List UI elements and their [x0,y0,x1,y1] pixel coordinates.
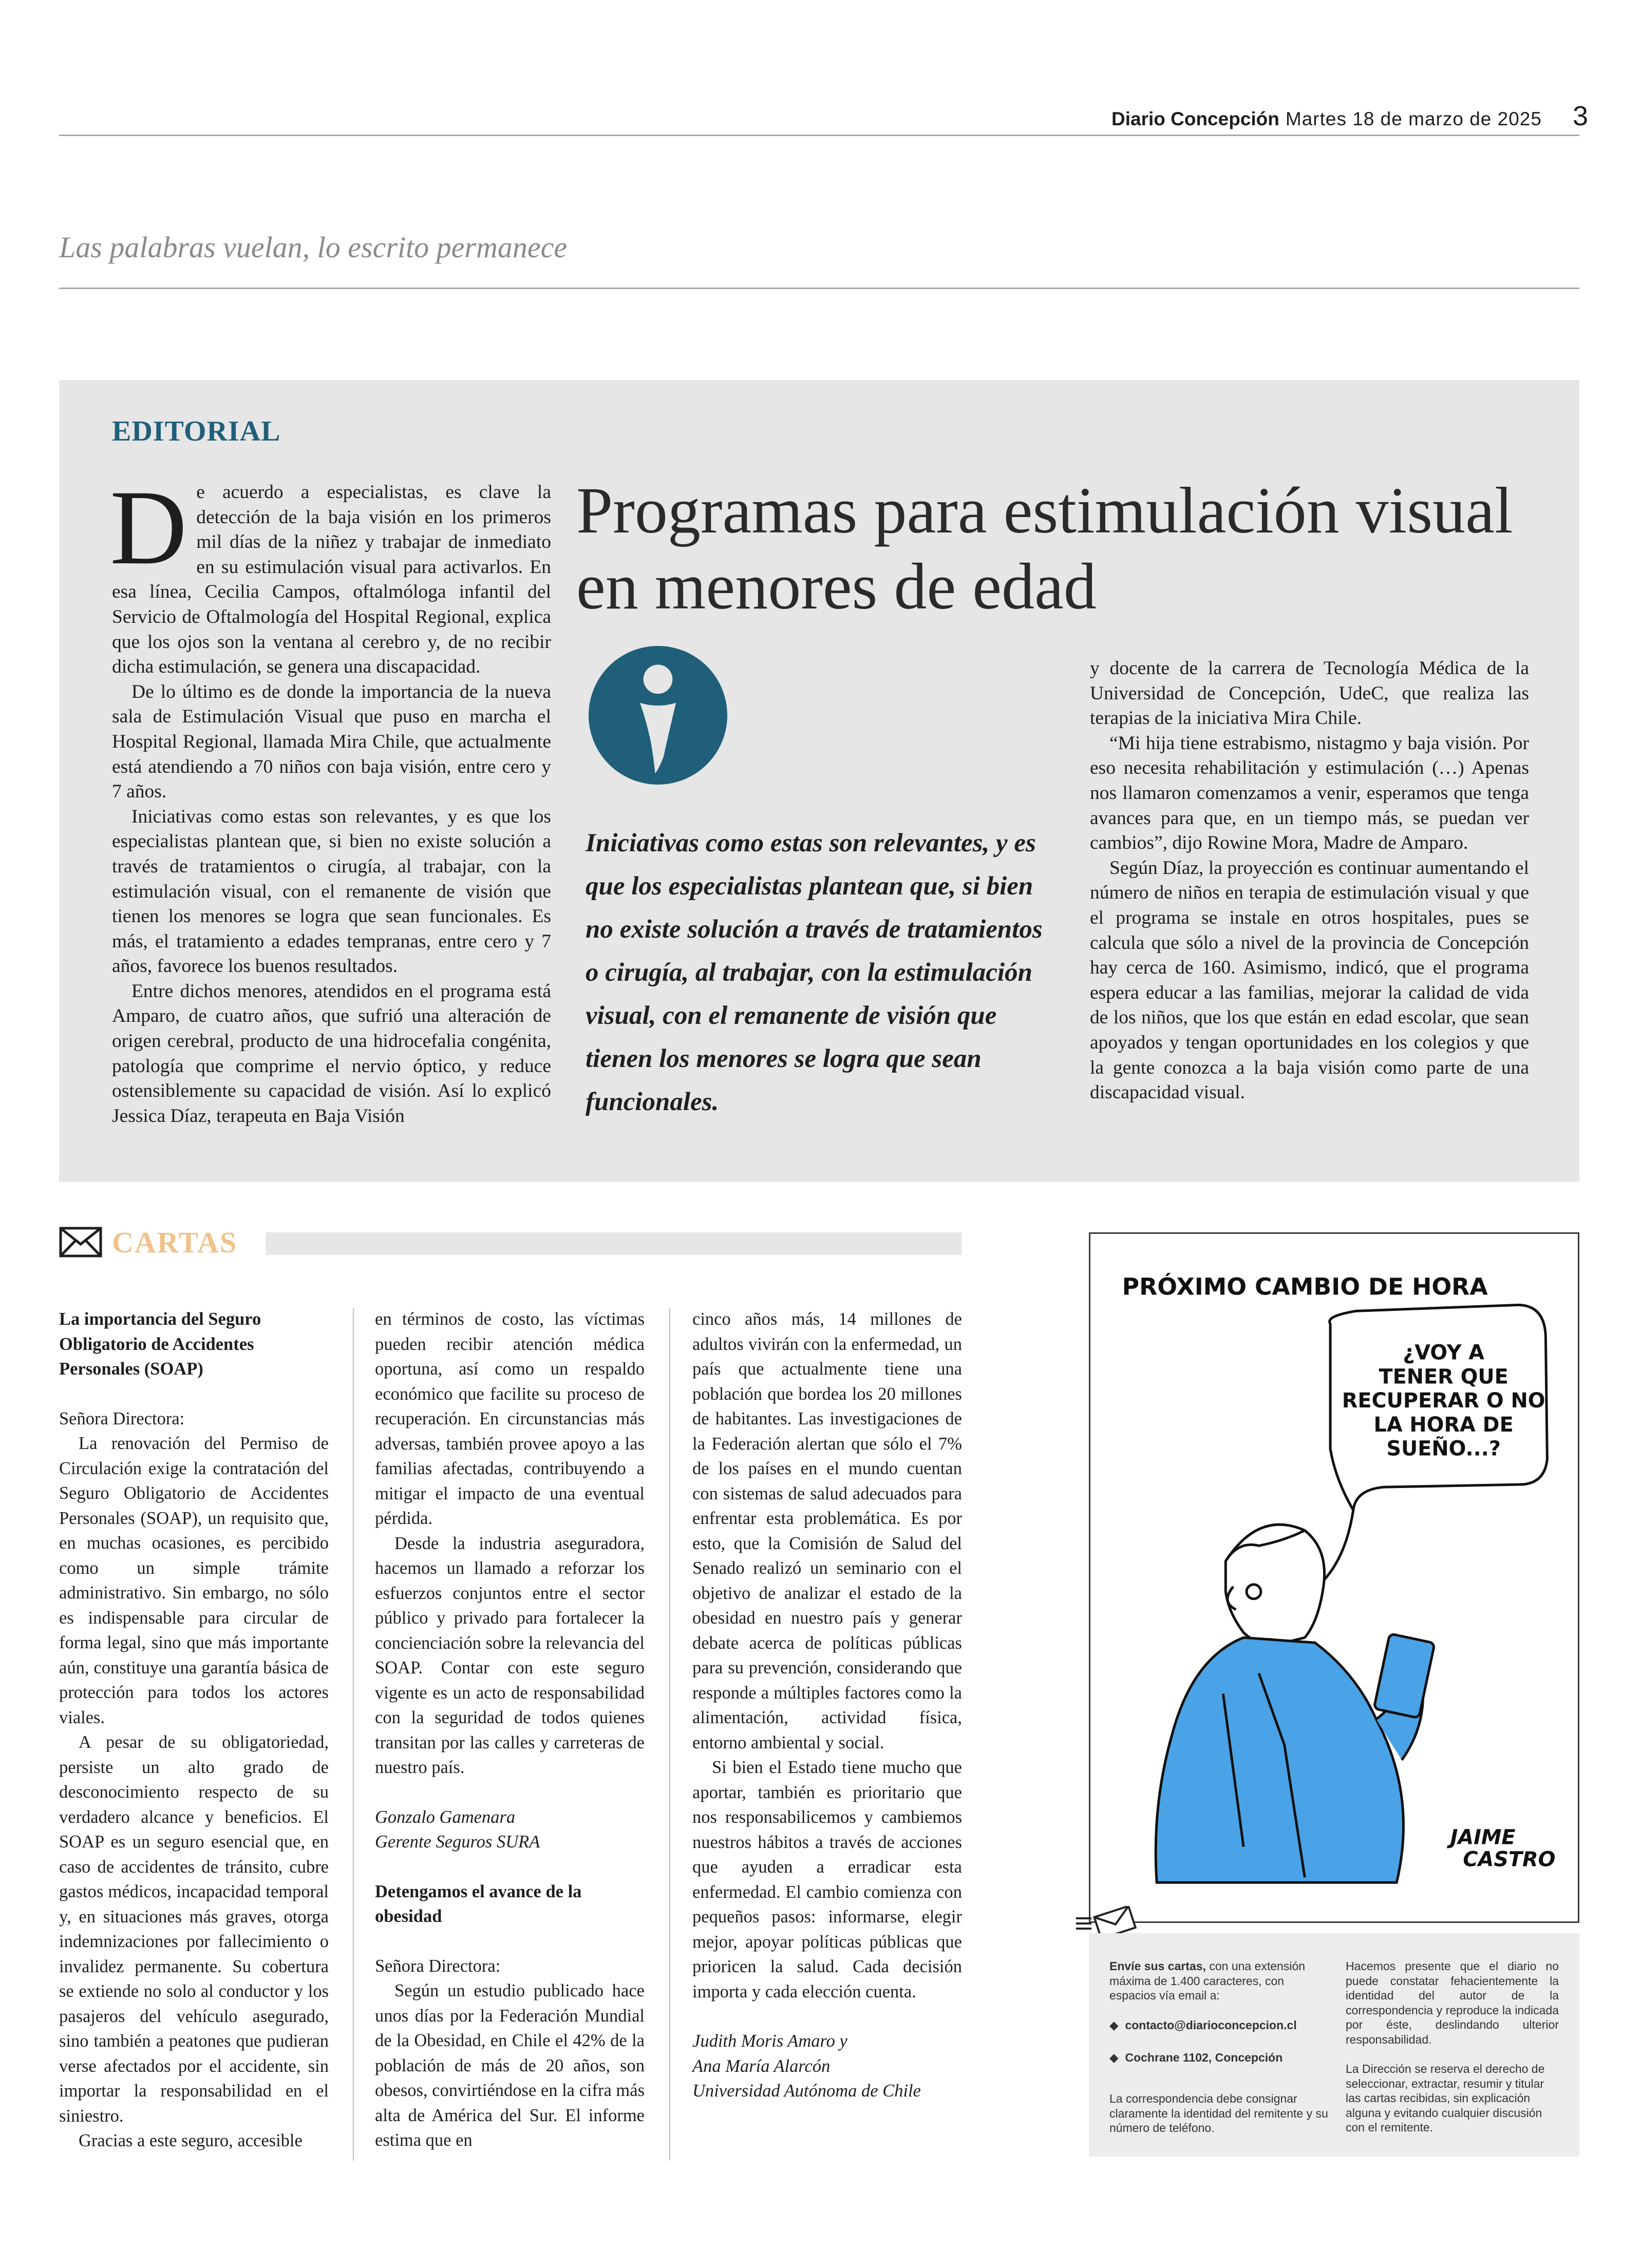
letter-paragraph: Si bien el Estado tiene mucho que aportar, también es prioritario que nos responsabilicemos y cambiemos nuestros hábitos a través de acciones que ayuden a erradicar esta enfermedad. El cambio comienza con pequeños pasos: informarse, elegir mejor, apoyar políticas públicas que prioricen la salud. Cada decisión importa y cada elección cuenta. [692,1758,962,2002]
letter-signature-name: Judith Moris Amaro y [692,2031,847,2051]
letter-title: La importancia del Seguro Obligatorio de Accidentes Personales (SOAP) [59,1309,261,1379]
info-icon [589,646,727,785]
letter-paragraph: en términos de costo, las víctimas pueden recibir atención médica oportuna, así como un respaldo económico que facilite su proceso de recuperación. En circunstancias más adversas, también provee apoyo a las familias afectadas, contribuyendo a mitigar el impacto de una eventual pérdida. [375,1309,645,1528]
editorial-paragraph: y docente de la carrera de Tecnología Médica de la Universidad de Concepción, UdeC, que realiza las terapias de la iniciativa Mira Chile. [1090,658,1529,729]
speech-line: RECUPERAR O NO [1342,1389,1545,1413]
drop-cap: D [110,468,187,586]
editorial-pullquote: Iniciativas como estas son relevantes, y es que los especialistas plantean que, si bien no existe solución a través de tratamientos o cirugía, al trabajar, con la estimulación visual, con el remanente de visión que tienen los menores se logra que sean funcionales. [586,829,1043,1116]
cartoon-signature: JAIME [1450,1825,1516,1850]
letter-signature-name: Gonzalo Gamenara [375,1807,516,1827]
envelope-icon [59,1227,102,1257]
page-number: 3 [1572,101,1588,131]
letters-column-1 [59,1307,329,2153]
letter-paragraph: La renovación del Permiso de Circulación exige la contratación del Seguro Obligatorio de Accidentes Personales (SOAP), un requisito que, en muchas ocasiones, es percibido como un simple trámite administrativo. Sin embargo, no sólo es indispensable para circular de forma legal, sino que más importante aún, constituye una garantía básica de protección para todos los actores viales. [59,1434,329,1727]
submission-lead: Envíe sus cartas, [1109,1959,1206,1973]
editorial-column-3 [1090,656,1529,1106]
letter-paragraph: Según un estudio publicado hace unos días por la Federación Mundial de la Obesidad, en Chile el 42% de la población de más de 20 años, son obesos, convirtiéndose en la cifra más alta de América del Sur. El informe estima que en [375,1981,645,2150]
column-separator [353,1308,354,2161]
cartoon-drawing [1090,1234,1578,1921]
editorial-column-1 [110,468,551,1129]
cartoon-character [1156,1524,1435,1882]
column-separator [669,1308,670,2161]
letter-signature-name: Ana María Alarcón [692,2056,831,2076]
editorial-paragraph: Según Díaz, la proyección es continuar aumentando el número de niños en terapia de estimulación visual y que el programa se instale en otros hospitales, pues se calcula que sólo a nivel de la provincia de Concepción hay cerca de 160. Asimismo, indicó, que el programa espera educar a las familias, mejorar la calidad de vida de los niños, que los que están en edad escolar, que sean apoyados y tengan oportunidades en los colegios y que la gente conozca a la baja visión como parte de una discapacidad visual. [1090,857,1529,1103]
editorial-paragraph: “Mi hija tiene estrabismo, nistagmo y baja visión. Por eso necesita rehabilitación y estimulación (…) Apenas nos llamaron comenzamos a venir, esperamos que tenga avances para que, en un tiempo más, se puedan ver cambios”, dijo Rowine Mora, Madre de Amparo. [1090,732,1529,854]
disclaimer-identity: Hacemos presente que el diario no puede constatar fehacientemente la identidad del autor de la correspondencia y reproduce la indicada por éste, deslindando ulterior responsabilidad. [1346,1959,1559,2046]
letters-column-2 [375,1307,645,2153]
letter-paragraph: Gracias a este seguro, accesible [79,2131,303,2150]
publication-name: Diario Concepción [1111,108,1279,129]
submission-text: con una extensión máxima de 1.400 caracteres, con espacios vía email a: [1109,1959,1306,2002]
identity-note: La correspondencia debe consignar claramente la identidad del remitente y su número de teléfono. [1109,2092,1328,2134]
letter-paragraph: cinco años más, 14 millones de adultos vivirán con la enfermedad, un país que actualmente tiene una población que bordea los 20 millones de habitantes. Las investigaciones de la Federación alertan que sólo el 7% de los países en el mundo cuentan con sistemas de salud adecuados para enfrentar esta problemática. Es por esto, que la Comisión de Salud del Senado realizó un seminario con el objetivo de analizar el estado de la obesidad en nuestro país y generar debate acerca de políticas públicas para su prevención, considerando que responde a múltiples factores como la alimentación, actividad física, entorno ambiental y social. [692,1309,962,1752]
editorial-label: EDITORIAL [112,415,281,447]
editorial-paragraph: De lo último es de donde la importancia de la nueva sala de Estimulación Visual que puso en marcha el Hospital Regional, llamada Mira Chile, que actualmente está atendiendo a 70 niños con baja visión, entre cero y 7 años. [112,681,551,803]
tagline-rule [59,288,1579,289]
editorial-paragraph: De acuerdo a especialistas, es clave la detección de la baja visión en los primeros mil días de la niñez y trabajar de inmediato en su estimulación visual para activarlos. En esa línea, Cecilia Campos, oftalmóloga infantil del Servicio de Oftalmología del Hospital Regional, explica que los ojos son la ventana al cerebro y, de no recibir dicha estimulación, se genera una discapacidad. [110,468,551,678]
letter-signature-role: Gerente Seguros SURA [375,1832,540,1852]
speech-line: LA HORA DE [1373,1413,1514,1437]
cartas-section-title: CARTAS [112,1226,238,1259]
editorial-paragraph: Entre dichos menores, atendidos en el programa está Amparo, de cuatro años, que sufrió una alteración de origen cerebral, producto de una hidrocefalia congénita, patología que comprime el nervio óptico, y reduce ostensiblemente su capacidad de visión. Así lo explicó Jessica Díaz, terapeuta en Baja Visión [112,980,551,1127]
letter-paragraph: A pesar de su obligatoriedad, persiste un alto grado de desconocimiento respecto de su verdadero alcance y beneficios. El SOAP es un seguro esencial que, en caso de accidentes de tránsito, cubre gastos médicos, incapacidad temporal y, en situaciones más graves, otorga indemnizaciones por fallecimiento o invalidez permanente. Su cobertura se extiende no solo al conductor y los pasajeros del vehículo asegurado, sino también a peatones que pudieran verse afectados por el accidente, sin importar la responsabilidad en el siniestro. [59,1732,329,2126]
speech-line: TENER QUE [1379,1365,1508,1389]
editorial-headline: Programas para estimulación visual en menores de edad [576,474,1513,623]
letter-salutation: Señora Directora: [375,1956,501,1976]
cartas-header-bar [266,1232,961,1255]
submission-instructions [1109,1959,1330,2003]
cartoon-panel [1089,1232,1579,1923]
letters-info-box [1089,1933,1579,2157]
letter-paragraph: Desde la industria aseguradora, hacemos un llamado a reforzar los esfuerzos conjuntos entre el sector público y privado para fortalecer la concienciación sobre la relevancia del SOAP. Contar con este seguro vigente es un acto de responsabilidad con la seguridad de todos quienes transitan por las calles y carreteras de nuestro país. [375,1533,645,1777]
contact-email[interactable]: ◆ contacto@diarioconcepcion.cl [1109,2018,1297,2032]
letters-column-3 [692,1307,962,2104]
page-header [1111,100,1588,132]
speech-line: ¿VOY A [1403,1341,1485,1365]
contact-address: ◆ Cochrane 1102, Concepción [1109,2051,1283,2064]
speech-line: SUEÑO...? [1386,1437,1501,1461]
cartoon-signature: CASTRO [1463,1847,1556,1872]
letter-title: Detengamos el avance de la obesidad [375,1881,582,1926]
editorial-paragraph: Iniciativas como estas son relevantes, y es que los especialistas plantean que, si bien no existe solución a través de tratamientos o cirugía, al trabajar, con la estimulación visual, con el remanente de visión que tienen los menores se logra que sean funcionales. Es más, el tratamiento a edades tempranas, entre cero y 7 años, favorece los buenos resultados. [112,806,551,977]
issue-date: Martes 18 de marzo de 2025 [1285,108,1542,129]
letter-signature-affiliation: Universidad Autónoma de Chile [692,2081,921,2101]
section-tagline: Las palabras vuelan, lo escrito permanece [59,231,568,264]
send-letter-icon [1076,1906,1138,1937]
cartoon-title: PRÓXIMO CAMBIO DE HORA [1122,1273,1488,1301]
disclaimer-rights: La Dirección se reserva el derecho de seleccionar, extractar, resumir y titular las cartas recibidas, sin explicación alguna y evitando cualquier discusión con el remitente. [1346,2062,1545,2134]
header-rule [59,135,1579,136]
letter-salutation: Señora Directora: [59,1408,185,1428]
